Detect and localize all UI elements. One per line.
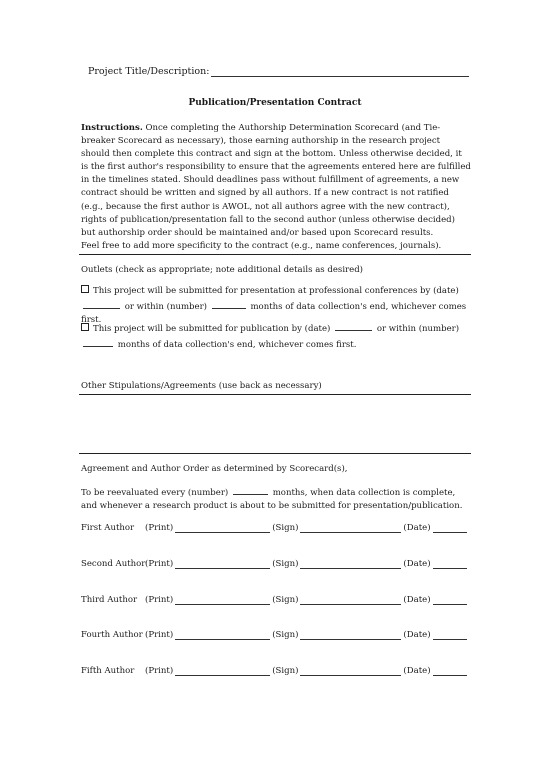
publication-checkbox[interactable] bbox=[81, 323, 89, 331]
project-title-row bbox=[88, 66, 471, 77]
date-label: (Date) bbox=[403, 630, 431, 640]
author-role: Third Author bbox=[81, 595, 138, 605]
outlet-option-publication bbox=[81, 321, 473, 352]
presentation-number-blank[interactable] bbox=[212, 299, 246, 309]
sign-label: (Sign) bbox=[272, 666, 299, 676]
publication-date-blank[interactable] bbox=[335, 321, 372, 331]
author-role: Fifth Author bbox=[81, 666, 135, 676]
presentation-text-b: or within (number) bbox=[124, 301, 208, 312]
print-name-field[interactable] bbox=[175, 560, 270, 569]
sign-label: (Sign) bbox=[272, 523, 299, 533]
date-field[interactable] bbox=[433, 524, 467, 533]
reevaluation-text-a: To be reevaluated every (number) bbox=[81, 488, 229, 498]
date-field[interactable] bbox=[433, 667, 467, 676]
signature-row bbox=[81, 559, 473, 569]
sign-label: (Sign) bbox=[272, 595, 299, 605]
outlets-heading: Outlets (check as appropriate; note additional details as desired) bbox=[81, 265, 364, 275]
date-label: (Date) bbox=[403, 595, 431, 605]
date-label: (Date) bbox=[403, 559, 431, 569]
project-title-blank[interactable] bbox=[211, 67, 469, 77]
date-label: (Date) bbox=[403, 666, 431, 676]
instructions-extra: Feel free to add more specificity to the contract (e.g., name conferences, journals). bbox=[81, 240, 442, 251]
author-role: First Author bbox=[81, 523, 135, 533]
instructions-body: Once completing the Authorship Determination Scorecard (and Tie-breaker Scorecard as necessary), those earning authorship in the research project should then complete this contract and sign at the bottom. Unless otherwise decided, it is the first author's responsibility to ensure that the agreements entered here are fulfilled in the timelines stated. Should deadlines pass without fulfillment of agreements, a new contract should be written and signed by all authors. If a new contract is not ratified (e.g., because the first author is AWOL, not all authors agree with the new contract), rights of publication/presentation fall to the second author (unless otherwise decided) but authorship order should be maintained and/or based upon Scorecard results. bbox=[81, 123, 471, 238]
presentation-checkbox[interactable] bbox=[81, 285, 89, 293]
presentation-text-a: This project will be submitted for presentation at professional conferences by (date) bbox=[93, 286, 459, 296]
sign-label: (Sign) bbox=[272, 559, 299, 569]
author-role: Fourth Author bbox=[81, 630, 143, 640]
author-role: Second Author bbox=[81, 559, 146, 569]
signature-row bbox=[81, 666, 473, 676]
print-name-field[interactable] bbox=[175, 667, 270, 676]
page-title: Publication/Presentation Contract bbox=[188, 98, 362, 108]
signature-field[interactable] bbox=[300, 524, 401, 533]
sign-label: (Sign) bbox=[272, 630, 299, 640]
reevaluation-text bbox=[81, 485, 473, 514]
instructions-lead: Instructions. bbox=[81, 123, 143, 133]
presentation-text-c: months of data collection's end, whichever comes first. bbox=[81, 301, 467, 326]
publication-text-c: months of data collection's end, whichever comes first. bbox=[117, 339, 357, 350]
print-label: (Print) bbox=[145, 523, 174, 533]
stipulations-heading: Other Stipulations/Agreements (use back as necessary) bbox=[81, 381, 322, 391]
reevaluation-number-blank[interactable] bbox=[233, 485, 268, 495]
print-name-field[interactable] bbox=[175, 596, 270, 605]
publication-text-a: This project will be submitted for publication by (date) bbox=[93, 324, 331, 334]
publication-text-b: or within (number) bbox=[376, 324, 460, 334]
signature-row bbox=[81, 595, 473, 605]
signature-row bbox=[81, 630, 473, 640]
divider bbox=[79, 453, 471, 454]
instructions-paragraph bbox=[81, 122, 471, 253]
signature-field[interactable] bbox=[300, 667, 401, 676]
reevaluation-text-b: months, when data collection is complete, and whenever a research product is about to be submitted for presentation/publication. bbox=[81, 488, 463, 512]
date-field[interactable] bbox=[433, 560, 467, 569]
agreement-heading: Agreement and Author Order as determined by Scorecard(s), bbox=[81, 464, 348, 474]
divider bbox=[79, 394, 471, 395]
print-label: (Print) bbox=[145, 666, 174, 676]
signature-row bbox=[81, 523, 473, 533]
publication-number-blank[interactable] bbox=[83, 337, 113, 347]
date-field[interactable] bbox=[433, 631, 467, 640]
print-label: (Print) bbox=[145, 559, 174, 569]
print-label: (Print) bbox=[145, 630, 174, 640]
signature-field[interactable] bbox=[300, 560, 401, 569]
print-label: (Print) bbox=[145, 595, 174, 605]
date-field[interactable] bbox=[433, 596, 467, 605]
signature-field[interactable] bbox=[300, 631, 401, 640]
signature-field[interactable] bbox=[300, 596, 401, 605]
print-name-field[interactable] bbox=[175, 524, 270, 533]
date-label: (Date) bbox=[403, 523, 431, 533]
divider bbox=[79, 254, 471, 255]
presentation-date-blank[interactable] bbox=[83, 299, 120, 309]
project-title-label: Project Title/Description: bbox=[88, 66, 210, 77]
print-name-field[interactable] bbox=[175, 631, 270, 640]
